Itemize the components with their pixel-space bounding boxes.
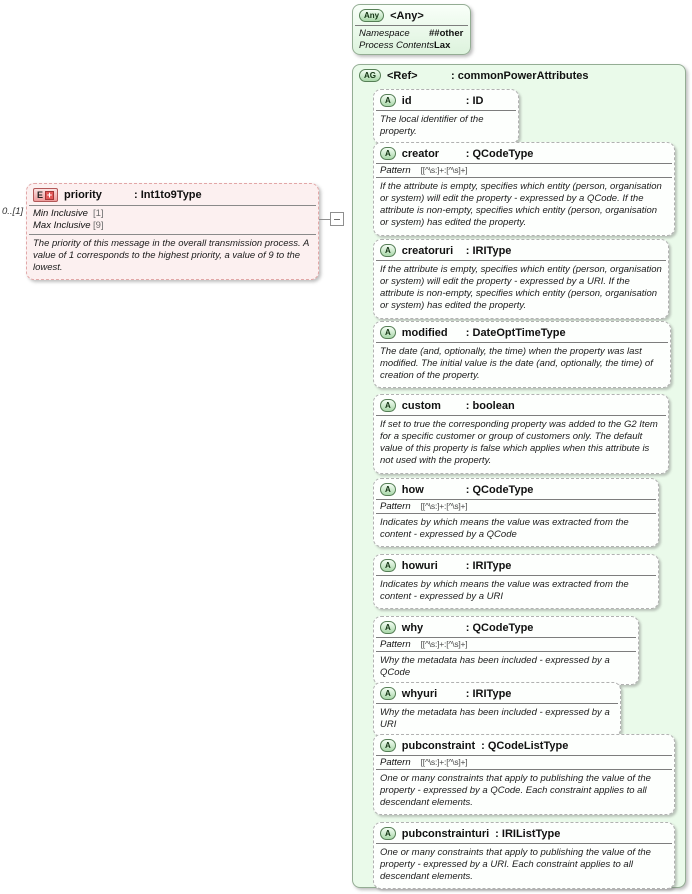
attribute-name: why — [401, 621, 424, 634]
attribute-name: custom — [401, 399, 441, 412]
attribute-name: id — [401, 94, 412, 107]
facet-value: [9] — [93, 220, 104, 231]
attribute-icon: A — [380, 827, 396, 840]
attribute-name: pubconstraint — [401, 739, 476, 752]
attribute-box[interactable] — [373, 239, 669, 319]
attribute-doc: Why the metadata has been included - expressed by a QCode — [380, 655, 610, 679]
attribute-header — [374, 823, 674, 843]
element-facets — [27, 206, 318, 234]
facet-row — [27, 208, 318, 220]
pattern-value: [[^\s:]+:[^\s]+] — [420, 165, 468, 175]
attribute-group-type: : commonPowerAttributes — [451, 69, 589, 82]
any-facets — [353, 26, 470, 54]
facet-value: ##other — [429, 28, 464, 39]
attribute-icon: A — [380, 399, 396, 412]
attribute-type: : IRIType — [465, 687, 512, 700]
attribute-doc: If the attribute is empty, specifies which entity (person, organisation or system) will edit the property - expressed by a QCode. If the attribute is non-empty, specifies which entity (person, organisation or system) has edited the property. — [380, 181, 662, 229]
facet-label: Process Contents — [359, 40, 434, 51]
attribute-doc: If the attribute is empty, specifies which entity (person, organisation or system) will edit the property - expressed by a URI. If the attribute is non-empty, specifies which entity (person, organisation or system) has edited the property. — [380, 264, 662, 312]
attribute-doc: One or many constraints that apply to publishing the value of the property - expressed by a URI. Each constraint applies to all descendant elements. — [380, 847, 651, 883]
attribute-icon: A — [380, 326, 396, 339]
attribute-box[interactable] — [373, 822, 675, 889]
attribute-name: howuri — [401, 559, 438, 572]
attribute-type: : ID — [465, 94, 484, 107]
attribute-group-header — [353, 65, 685, 85]
attribute-box[interactable] — [373, 478, 659, 547]
attribute-type: : IRIType — [465, 244, 512, 257]
attribute-type: : QCodeType — [465, 147, 534, 160]
attribute-header — [374, 90, 518, 110]
attribute-type: : boolean — [465, 399, 515, 412]
attribute-doc: The local identifier of the property. — [380, 114, 484, 138]
attribute-icon: A — [380, 559, 396, 572]
attribute-type: : DateOptTimeType — [465, 326, 566, 339]
attribute-doc: If set to true the corresponding property was added to the G2 Item for a specific customer or group of customers only. The default value of this property is false which applies when this attribute is not used with the property. — [380, 419, 658, 467]
attribute-header — [374, 395, 668, 415]
attribute-header — [374, 240, 668, 260]
attribute-header — [374, 683, 620, 703]
attribute-icon: A — [380, 739, 396, 752]
pattern-label: Pattern — [380, 501, 411, 512]
attribute-header — [374, 143, 674, 163]
attribute-name: creatoruri — [401, 244, 454, 257]
cardinality-label: 0..[1] — [2, 206, 24, 217]
pattern-row — [374, 756, 674, 769]
facet-row — [27, 220, 318, 232]
pattern-value: [[^\s:]+:[^\s]+] — [420, 757, 468, 767]
pattern-value: [[^\s:]+:[^\s]+] — [420, 639, 468, 649]
attribute-doc: Why the metadata has been included - expressed by a URI — [380, 707, 610, 731]
any-header — [353, 5, 470, 25]
attribute-header — [374, 322, 670, 342]
element-name: priority — [64, 189, 102, 201]
facet-label: Namespace — [359, 28, 410, 39]
attribute-type: : QCodeListType — [481, 739, 569, 752]
any-title: <Any> — [390, 9, 424, 22]
minus-icon — [334, 219, 340, 220]
attribute-header — [374, 479, 658, 499]
attribute-name: modified — [401, 326, 448, 339]
pattern-row — [374, 500, 658, 513]
attribute-type: : QCodeType — [465, 483, 534, 496]
attribute-group-box[interactable] — [352, 64, 686, 888]
any-wildcard-box[interactable] — [352, 4, 471, 55]
plus-icon: + — [46, 189, 53, 200]
attribute-box[interactable] — [373, 142, 675, 236]
attribute-name: creator — [401, 147, 440, 160]
any-icon: Any — [359, 9, 384, 22]
attribute-header — [374, 555, 658, 575]
facet-label: Max Inclusive — [33, 220, 91, 231]
attribute-name: pubconstrainturi — [401, 827, 490, 840]
attribute-box[interactable] — [373, 616, 639, 685]
pattern-label: Pattern — [380, 639, 411, 650]
attribute-icon: A — [380, 147, 396, 160]
attribute-type: : IRIListType — [495, 827, 561, 840]
attribute-name: how — [401, 483, 424, 496]
attribute-header — [374, 617, 638, 637]
attribute-box[interactable] — [373, 321, 671, 388]
element-badge-letter: E — [37, 190, 44, 200]
element-header — [27, 184, 318, 205]
pattern-label: Pattern — [380, 757, 411, 768]
collapse-handle[interactable] — [330, 212, 344, 226]
attribute-name: whyuri — [401, 687, 438, 700]
attribute-type: : QCodeType — [465, 621, 534, 634]
attribute-box[interactable] — [373, 682, 621, 737]
attribute-doc: One or many constraints that apply to publishing the value of the property - expressed by a QCode. Each constraint applies to all descendant elements. — [380, 773, 651, 809]
attribute-header — [374, 735, 674, 755]
attribute-type: : IRIType — [465, 559, 512, 572]
pattern-row — [374, 164, 674, 177]
attribute-doc: Indicates by which means the value was extracted from the content - expressed by a QCode — [380, 517, 629, 541]
attribute-icon: A — [380, 621, 396, 634]
pattern-value: [[^\s:]+:[^\s]+] — [420, 501, 468, 511]
element-icon — [33, 188, 58, 202]
attribute-icon: A — [380, 687, 396, 700]
attribute-box[interactable] — [373, 89, 519, 144]
element-doc: The priority of this message in the overall transmission process. A value of 1 corresponds to the highest priority, a value of 9 to the lowest. — [33, 238, 309, 274]
attribute-box[interactable] — [373, 394, 669, 474]
attribute-group-name: <Ref> — [387, 69, 418, 82]
attribute-doc: The date (and, optionally, the time) when the property was last modified. The initial value is the date (and, optionally, the time) of creation of the property. — [380, 346, 653, 382]
attribute-icon: A — [380, 94, 396, 107]
attribute-group-icon: AG — [359, 69, 381, 82]
facet-row — [353, 28, 470, 40]
facet-value: Lax — [433, 40, 451, 51]
pattern-row — [374, 638, 638, 651]
attribute-icon: A — [380, 483, 396, 496]
pattern-label: Pattern — [380, 165, 411, 176]
attribute-doc: Indicates by which means the value was extracted from the content - expressed by a URI — [380, 579, 629, 603]
facet-value: [1] — [93, 208, 104, 219]
facet-row — [353, 40, 470, 52]
facet-label: Min Inclusive — [33, 208, 88, 219]
attribute-box[interactable] — [373, 554, 659, 609]
attribute-box[interactable] — [373, 734, 675, 815]
element-box-priority[interactable] — [26, 183, 319, 280]
element-type: : Int1to9Type — [134, 189, 202, 201]
attribute-icon: A — [380, 244, 396, 257]
